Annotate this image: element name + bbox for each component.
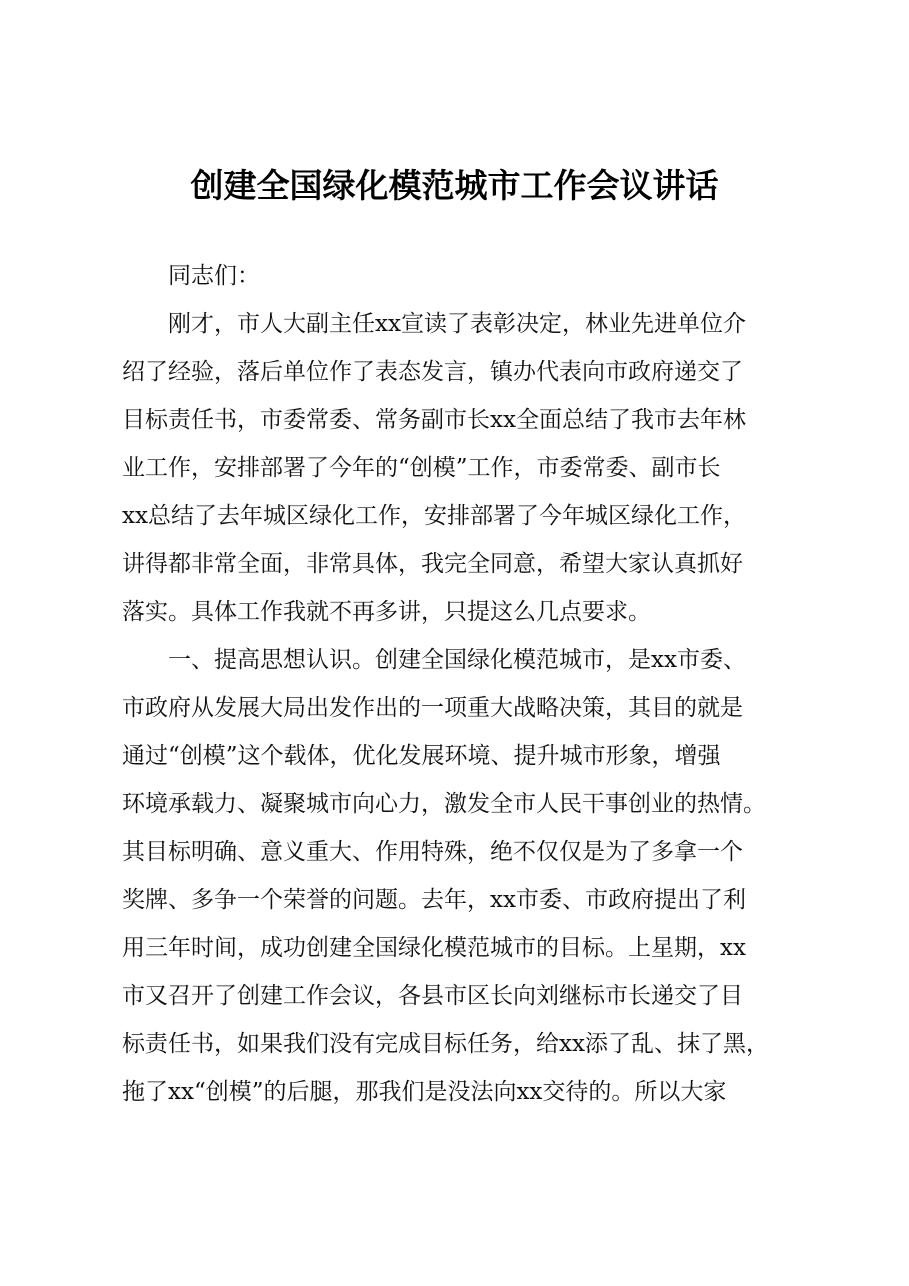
- text-line: 刚才，市人大副主任xx宣读了表彰决定，林业先进单位介: [122, 311, 746, 337]
- text-line: 拖了xx“创模”的后腿，那我们是没法向xx交待的。所以大家: [122, 1079, 727, 1105]
- document-body: [122, 252, 822, 1116]
- text-line: 市又召开了创建工作会议，各县市区长向刘继标市长递交了目: [122, 983, 743, 1009]
- text-line: 标责任书，如果我们没有完成目标任务，给xx添了乱、抹了黑，: [122, 1031, 769, 1057]
- text-line: 其目标明确、意义重大、作用特殊，绝不仅仅是为了多拿一个: [122, 839, 743, 865]
- text-line: 业工作，安排部署了今年的“创模”工作，市委常委、副市长: [122, 455, 721, 481]
- text-line: 用三年时间，成功创建全国绿化模范城市的目标。上星期，xx: [122, 935, 746, 961]
- text-line: 一、提高思想认识。创建全国绿化模范城市，是xx市委、: [122, 647, 746, 673]
- text-line: 讲得都非常全面，非常具体，我完全同意，希望大家认真抓好: [122, 551, 743, 577]
- text-line: 奖牌、多争一个荣誉的问题。去年，xx市委、市政府提出了利: [122, 887, 746, 913]
- text-line: 通过“创模”这个载体，优化发展环境、提升城市形象，增强: [122, 743, 721, 769]
- text-line: 落实。具体工作我就不再多讲，只提这么几点要求。: [122, 599, 651, 625]
- text-line: 市政府从发展大局出发作出的一项重大战略决策，其目的就是: [122, 695, 743, 721]
- text-line: 目标责任书，市委常委、常务副市长xx全面总结了我市去年林: [122, 407, 746, 433]
- text-line: 绍了经验，落后单位作了表态发言，镇办代表向市政府递交了: [122, 359, 743, 385]
- document-title: 创建全国绿化模范城市工作会议讲话: [190, 166, 719, 205]
- text-line: 环境承载力、凝聚城市向心力，激发全市人民干事创业的热情。: [122, 791, 766, 817]
- text-line: xx总结了去年城区绿化工作，安排部署了今年城区绿化工作，: [122, 503, 746, 529]
- text-line: 同志们：: [122, 263, 260, 289]
